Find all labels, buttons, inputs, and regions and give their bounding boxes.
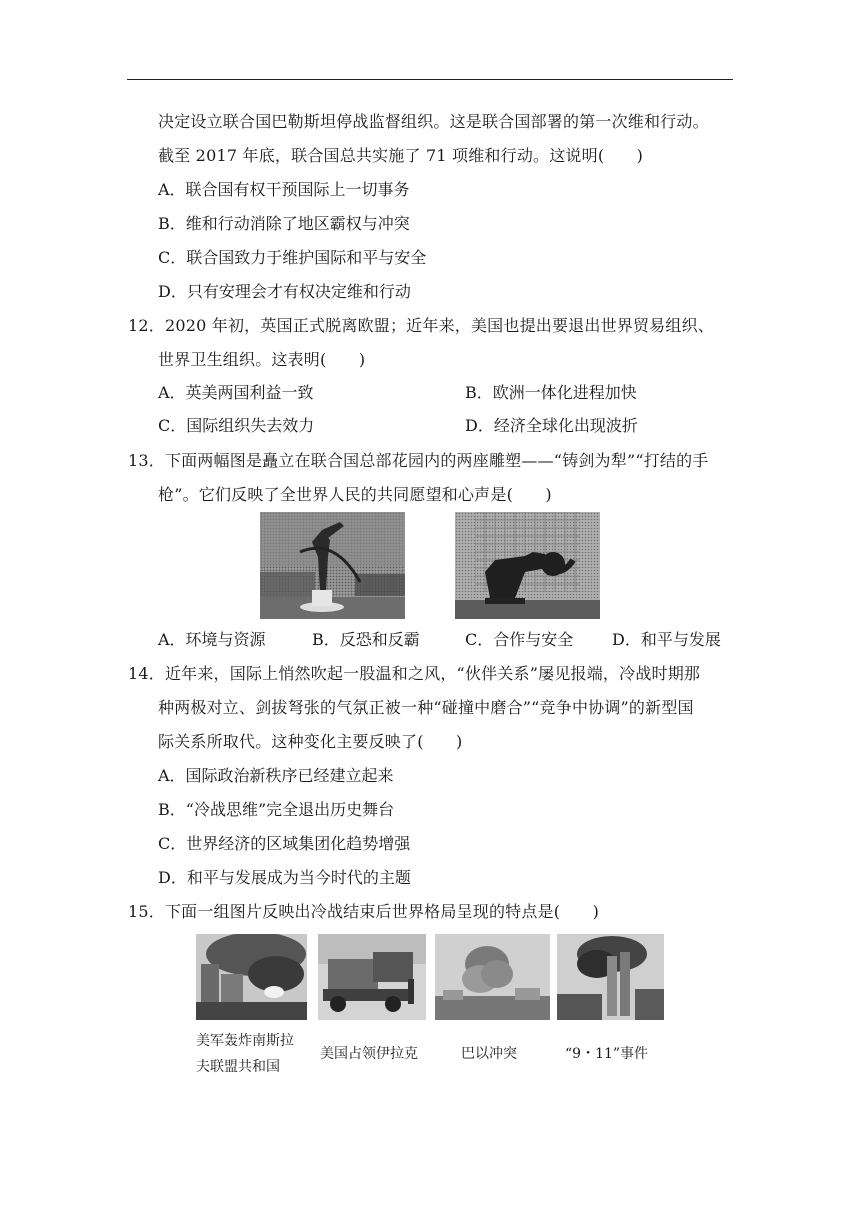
q11-stem-line1: 决定设立联合国巴勒斯坦停战监督组织。这是联合国部署的第一次维和行动。 bbox=[158, 112, 709, 131]
q14-stem-line3: 际关系所取代。这种变化主要反映了( ) bbox=[158, 732, 463, 751]
q15-stem-line1: 15．下面一组图片反映出冷战结束后世界格局呈现的特点是( ) bbox=[128, 902, 600, 921]
q11-option-b[interactable]: B．维和行动消除了地区霸权与冲突 bbox=[158, 214, 410, 233]
q12-option-b[interactable]: B．欧洲一体化进程加快 bbox=[465, 383, 637, 402]
q12-option-c[interactable]: C．国际组织失去效力 bbox=[158, 416, 315, 435]
q14-stem-line2: 种两极对立、剑拔弩张的气氛正被一种“碰撞中磨合”“竞争中协调”的新型国 bbox=[158, 698, 694, 717]
iraq-occupation-photo bbox=[318, 934, 426, 1020]
header-rule bbox=[127, 79, 733, 80]
q14-option-c[interactable]: C．世界经济的区域集团化趋势增强 bbox=[158, 834, 411, 853]
sculpture-knotted-gun-photo bbox=[455, 512, 600, 619]
q14-option-d[interactable]: D．和平与发展成为当今时代的主题 bbox=[158, 868, 411, 887]
caption-september-11: “9・11”事件 bbox=[565, 1046, 649, 1062]
q11-option-d[interactable]: D．只有安理会才有权决定维和行动 bbox=[158, 282, 411, 301]
q11-option-c[interactable]: C．联合国致力于维护国际和平与安全 bbox=[158, 248, 427, 267]
caption-israel-palestine: 巴以冲突 bbox=[461, 1046, 517, 1062]
september-11-attack-photo bbox=[557, 934, 664, 1020]
q11-option-a[interactable]: A．联合国有权干预国际上一切事务 bbox=[158, 180, 410, 199]
caption-yugoslavia-line1: 美军轰炸南斯拉 bbox=[196, 1033, 294, 1049]
q12-option-d[interactable]: D．经济全球化出现波折 bbox=[465, 416, 638, 435]
q12-option-a[interactable]: A．英美两国利益一致 bbox=[158, 383, 314, 402]
yugoslavia-bombing-photo bbox=[196, 934, 307, 1020]
sculpture-sword-plowshare-photo bbox=[260, 512, 405, 619]
q13-stem-line2: 枪”。它们反映了全世界人民的共同愿望和心声是( ) bbox=[158, 485, 552, 504]
q13-option-a[interactable]: A．环境与资源 bbox=[158, 630, 266, 649]
q13-stem-line1: 13．下面两幅图是矗立在联合国总部花园内的两座雕塑——“铸剑为犁”“打结的手 bbox=[128, 451, 709, 470]
q12-stem-line1: 12．2020 年初，英国正式脱离欧盟；近年来，美国也提出要退出世界贸易组织、 bbox=[128, 316, 714, 335]
q14-stem-line1: 14．近年来，国际上悄然吹起一股温和之风，“伙伴关系”屡见报端，冷战时期那 bbox=[128, 664, 701, 683]
caption-yugoslavia-line2: 夫联盟共和国 bbox=[196, 1059, 280, 1075]
q14-option-b[interactable]: B．“冷战思维”完全退出历史舞台 bbox=[158, 800, 395, 819]
q11-stem-line2: 截至 2017 年底，联合国总共实施了 71 项维和行动。这说明( ) bbox=[158, 146, 644, 165]
caption-iraq: 美国占领伊拉克 bbox=[320, 1046, 418, 1062]
q14-option-a[interactable]: A．国际政治新秩序已经建立起来 bbox=[158, 766, 394, 785]
israel-palestine-conflict-photo bbox=[435, 934, 550, 1020]
q13-option-d[interactable]: D．和平与发展 bbox=[612, 630, 721, 649]
q13-option-b[interactable]: B．反恐和反霸 bbox=[312, 630, 420, 649]
q13-option-c[interactable]: C．合作与安全 bbox=[465, 630, 574, 649]
q12-stem-line2: 世界卫生组织。这表明( ) bbox=[158, 350, 366, 369]
